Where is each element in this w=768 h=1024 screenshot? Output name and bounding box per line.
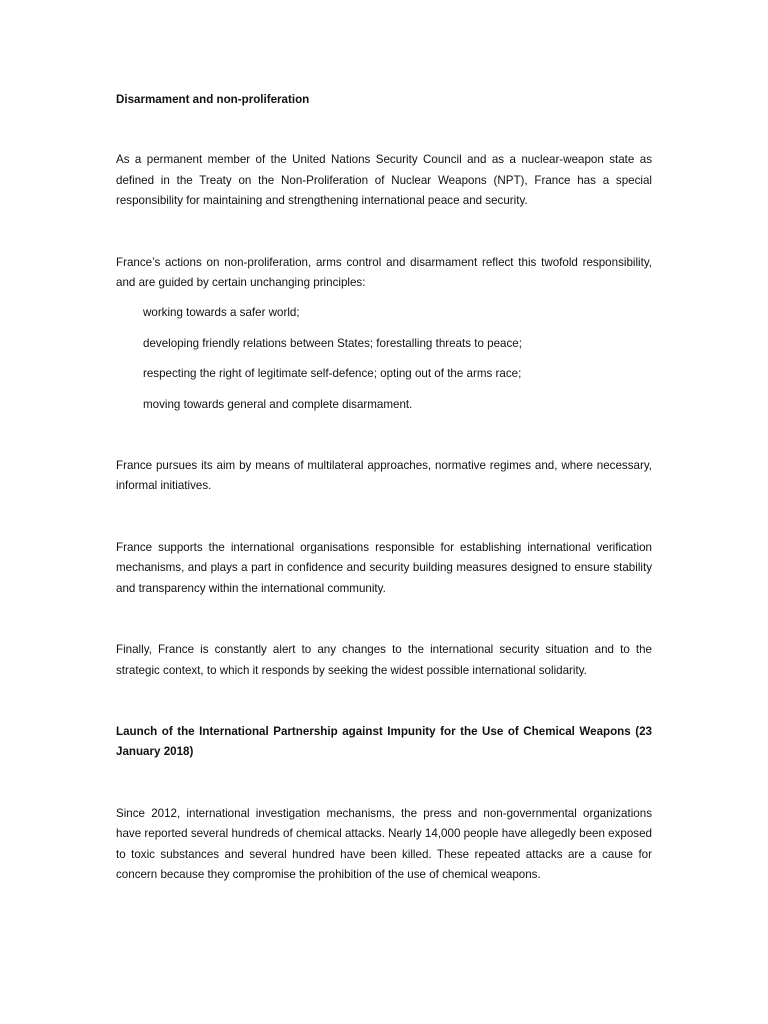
paragraph-france-actions: France’s actions on non-proliferation, arms control and disarmament reflect this twofold responsibility, and are guided by certain unchanging principles: <box>116 255 652 290</box>
principle-item: respecting the right of legitimate self-defence; opting out of the arms race; <box>143 367 522 381</box>
spacer <box>116 415 652 456</box>
spacer <box>116 497 652 538</box>
paragraph-chemical-attacks: Since 2012, international investigation mechanisms, the press and non-governmental organizations have reported several hundreds of chemical attacks. Nearly 14,000 people have allegedly been exposed to toxic substances and several hundred have been killed. These repeated attacks are a cause for concern because they compromise the prohibition of the use of chemical weapons. <box>116 806 652 881</box>
spacer <box>116 324 652 334</box>
spacer <box>116 599 652 640</box>
spacer <box>116 385 652 395</box>
spacer <box>116 681 652 722</box>
document-body <box>116 90 652 885</box>
spacer <box>116 354 652 364</box>
principle-item: developing friendly relations between States; forestalling threats to peace; <box>143 336 522 350</box>
paragraph-permanent-member: As a permanent member of the United Nations Security Council and as a nuclear-weapon state as defined in the Treaty on the Non-Proliferation of Nuclear Weapons (NPT), France has a special responsibility for maintaining and strengthening international peace and security. <box>116 153 652 208</box>
spacer <box>116 293 652 303</box>
paragraph-multilateral-approaches: France pursues its aim by means of multilateral approaches, normative regimes and, where necessary, informal initiatives. <box>116 459 652 493</box>
spacer <box>116 110 652 150</box>
spacer <box>116 212 652 253</box>
section-heading-disarmament: Disarmament and non-proliferation <box>116 93 310 106</box>
paragraph-international-organisations: France supports the international organisations responsible for establishing international verification mechanisms, and plays a part in confidence and security building measures designed to ensure stability and transparency within the international community. <box>116 540 652 595</box>
paragraph-security-situation: Finally, France is constantly alert to any changes to the international security situation and to the strategic context, to which it responds by seeking the widest possible international solidarity. <box>116 643 652 677</box>
principle-item: working towards a safer world; <box>143 306 300 320</box>
spacer <box>116 763 652 804</box>
principle-item: moving towards general and complete disarmament. <box>143 397 413 411</box>
section-heading-partnership: Launch of the International Partnership against Impunity for the Use of Chemical Weapons (23 January 2018) <box>116 724 652 759</box>
